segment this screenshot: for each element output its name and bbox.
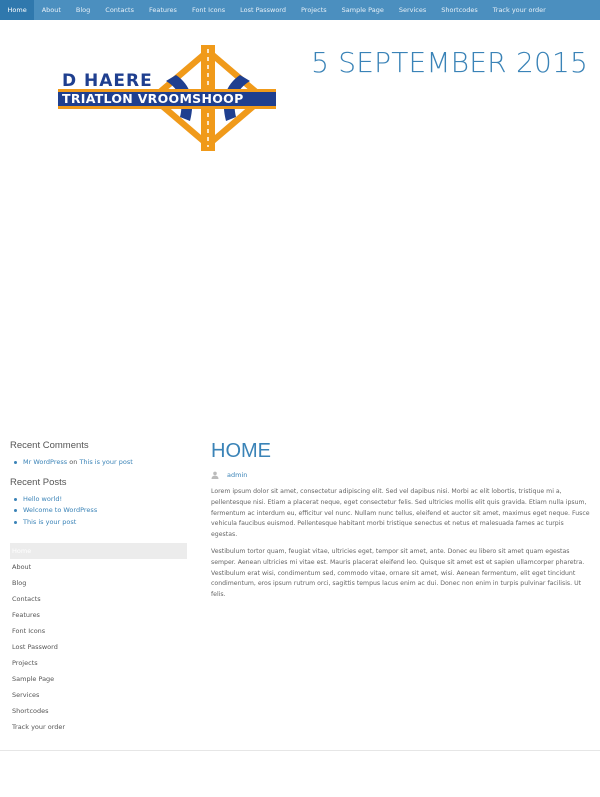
- recent-post-item: [10, 517, 187, 529]
- recent-post-item: [10, 494, 187, 506]
- footer-divider: [0, 750, 600, 751]
- sidebar-page-lost-password[interactable]: Lost Password: [12, 643, 58, 651]
- recent-posts-title: Recent Posts: [10, 476, 67, 488]
- sidebar-page-contacts[interactable]: Contacts: [12, 595, 41, 603]
- sidebar-page-track-order[interactable]: Track your order: [12, 723, 66, 731]
- nav-item-about[interactable]: About: [41, 6, 61, 14]
- post-paragraph: Lorem ipsum dolor sit amet, consectetur adipiscing elit. Sed vel dapibus nisi. Morbi ac elit lobortis, tristique mi a, pellentesque nisi. Etiam a placerat neque, eget consectetur felis. Sed ultricies mollis elit quis gravida. Etiam nulla ipsum, fermentum ac interdum eu, efficitur vel nunc. Nullam nunc tellus, eleifend et auctor sit amet, maximus eget neque. Fusce vehicula faucibus euismod. Pellentesque habitant morbi tristique senectus et netus et malesuada fames ac turpis egestas.: [211, 488, 590, 539]
- main-content: [211, 440, 591, 607]
- nav-item-shortcodes[interactable]: Shortcodes: [441, 6, 478, 14]
- recent-post-link-welcome[interactable]: Welcome to WordPress: [23, 506, 98, 514]
- comment-post-link[interactable]: This is your post: [79, 458, 133, 466]
- nav-item-blog[interactable]: Blog: [75, 6, 91, 14]
- recent-post-link-hello-world[interactable]: Hello world!: [23, 494, 63, 503]
- logo-graphic: [58, 45, 276, 151]
- sidebar-page-about[interactable]: About: [12, 563, 32, 571]
- sidebar-page-menu: [10, 543, 187, 735]
- recent-comments-title: Recent Comments: [10, 440, 89, 451]
- recent-comments-list: [10, 457, 187, 469]
- top-navigation: [0, 0, 600, 20]
- sidebar-page-projects[interactable]: Projects: [12, 659, 38, 667]
- nav-item-services[interactable]: Services: [398, 6, 427, 14]
- sidebar-page-shortcodes[interactable]: Shortcodes: [12, 707, 49, 715]
- site-logo[interactable]: [58, 45, 276, 151]
- sidebar-page-font-icons[interactable]: Font Icons: [12, 627, 46, 635]
- sidebar-page-blog[interactable]: Blog: [12, 579, 27, 587]
- recent-post-link-your-post[interactable]: This is your post: [23, 517, 77, 526]
- page-title: HOME: [211, 440, 271, 462]
- nav-item-sample-page[interactable]: Sample Page: [341, 6, 384, 14]
- sidebar-page-services[interactable]: Services: [12, 691, 40, 699]
- nav-item-font-icons[interactable]: Font Icons: [191, 6, 226, 14]
- recent-post-item: [10, 505, 187, 517]
- recent-posts-list: [10, 494, 187, 529]
- sidebar: [10, 440, 187, 735]
- nav-item-home[interactable]: Home: [0, 0, 34, 20]
- nav-item-features[interactable]: Features: [148, 6, 177, 14]
- post-paragraph: Vestibulum tortor quam, feugiat vitae, ultricies eget, tempor sit amet, ante. Donec eu libero sit amet quam egestas semper. Aenean ultricies mi vitae est. Mauris placerat eleifend leo. Quisque sit amet est et sapien ullamcorper pharetra. Vestibulum erat wisi, condimentum sed, commodo vitae, ornare sit amet, wisi. Aenean fermentum, elit eget tincidunt condimentum, eros ipsum rutrum orci, sagittis tempus lacus enim ac dui. Donec non enim in turpis pulvinar facilisis. Ut felis.: [211, 547, 585, 599]
- logo-text-top: D HAERE: [62, 71, 153, 91]
- nav-item-lost-password[interactable]: Lost Password: [240, 6, 286, 14]
- sidebar-page-features[interactable]: Features: [12, 611, 40, 619]
- sidebar-page-home[interactable]: Home: [10, 543, 187, 559]
- comment-on-text: on: [69, 458, 78, 466]
- post-author-link[interactable]: admin: [227, 471, 248, 479]
- header-date: 5 SEPTEMBER 2015: [311, 46, 588, 79]
- comment-author-link[interactable]: Mr WordPress: [23, 458, 68, 466]
- post-meta: [211, 471, 591, 479]
- logo-text-main: TRIATLON VROOMSHOOP: [62, 91, 244, 106]
- nav-item-projects[interactable]: Projects: [301, 6, 327, 14]
- sidebar-page-sample-page[interactable]: Sample Page: [12, 675, 55, 683]
- nav-item-track-order[interactable]: Track your order: [492, 6, 546, 14]
- nav-item-contacts[interactable]: Contacts: [105, 6, 134, 14]
- user-icon: [211, 471, 219, 479]
- recent-comment-item: [10, 457, 187, 469]
